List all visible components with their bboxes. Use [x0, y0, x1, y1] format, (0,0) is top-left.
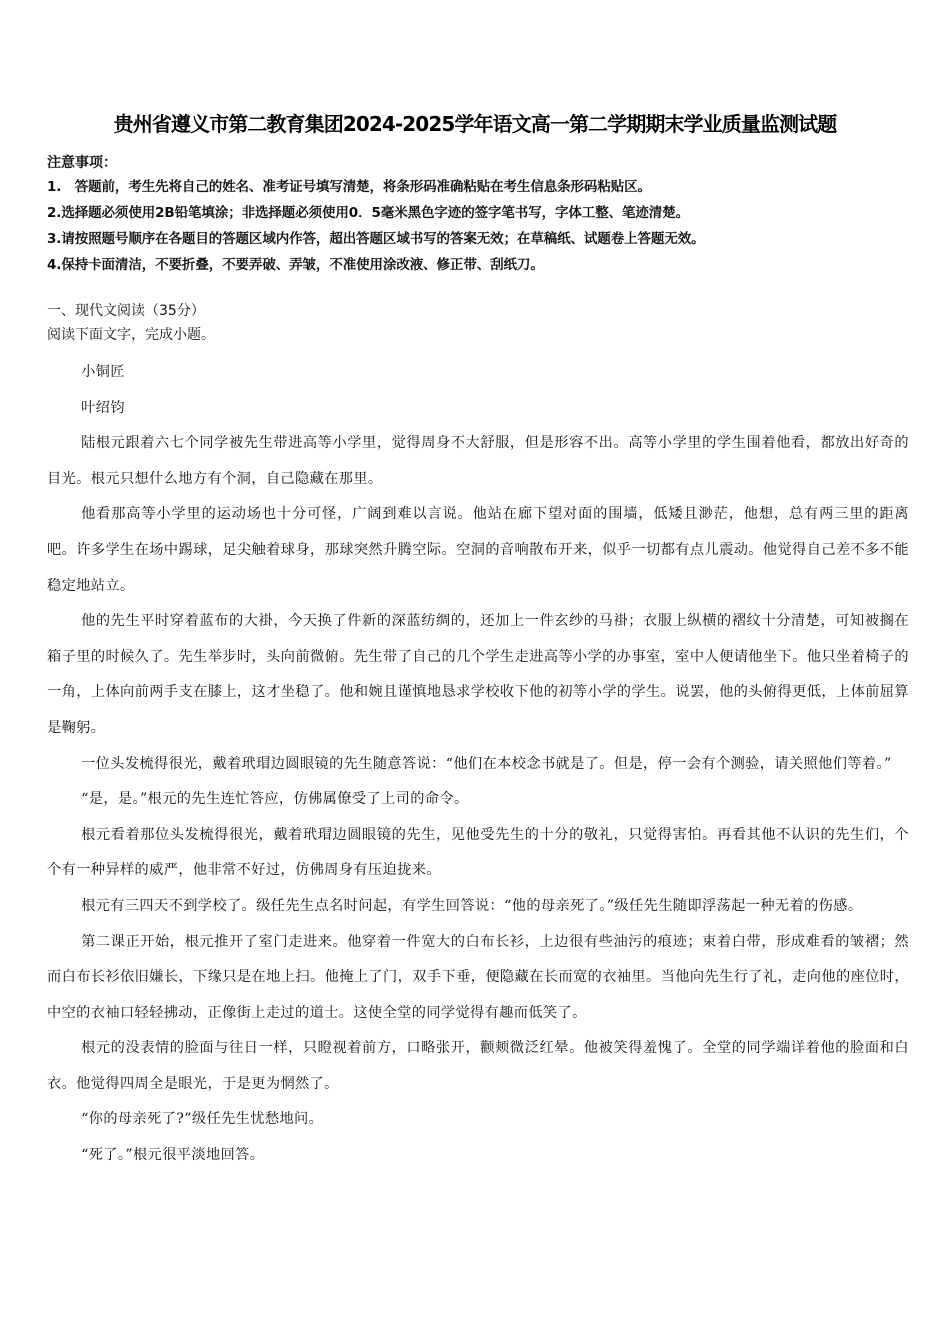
notice-item: 4.保持卡面清洁，不要折叠，不要弄破、弄皱，不准使用涂改液、修正带、刮纸刀。 — [47, 257, 544, 273]
notice-item: 2.选择题必须使用2B铅笔填涂；非选择题必须使用0．5毫米黑色字迹的签字笔书写，字体工整、笔迹清楚。 — [47, 205, 689, 221]
story-paragraph: 陆根元跟着六七个同学被先生带进高等小学里，觉得周身不大舒服，但是形容不出。高等小学里的学生围着他看，都放出好奇的目光。根元只想什么地方有个洞，自己隐藏在那里。 — [47, 435, 909, 487]
section-intro: 阅读下面文字，完成小题。 — [47, 327, 215, 343]
story-paragraph: “是，是。”根元的先生连忙答应，仿佛属僚受了上司的命令。 — [81, 791, 469, 808]
story-paragraph: 根元的没表情的脸面与往日一样，只瞪视着前方，口略张开，颧颊微泛红晕。他被笑得羞愧了。全堂的同学端详着他的脸面和白衣。他觉得四周全是眼光，于是更为惘然了。 — [47, 1040, 909, 1092]
reading-passage — [47, 355, 909, 1174]
section-header — [47, 298, 917, 348]
story-paragraph: “死了。”根元很平淡地回答。 — [81, 1147, 265, 1164]
story-paragraph: 第二课正开始，根元推开了室门走进来。他穿着一件宽大的白布长衫，上边很有些油污的痕迹；束着白带，形成难看的皱褶；然而白布长衫依旧嫌长，下缘只是在地上扫。他掩上了门，双手下垂，便隐藏在长而宽的衣袖里。当他向先生行了礼，走向他的座位时，中空的衣袖口轻轻拂动，正像街上走过的道士。这使全堂的同学觉得有趣而低笑了。 — [47, 933, 909, 1021]
story-author: 叶绍钧 — [81, 399, 125, 416]
exam-title: 贵州省遵义市第二教育集团2024-2025学年语文高一第二学期期末学业质量监测试题 — [113, 112, 837, 136]
section-title: 一、现代文阅读（35分） — [47, 303, 205, 319]
notice-item: 1. 答题前，考生先将自己的姓名、准考证号填写清楚，将条形码准确粘贴在考生信息条形码粘贴区。 — [47, 179, 651, 195]
story-paragraph: 根元有三四天不到学校了。级任先生点名时问起，有学生回答说：“他的母亲死了。”级任先生随即浮荡起一种无着的伤感。 — [81, 897, 863, 914]
notice-block — [47, 152, 917, 278]
story-paragraph: 他的先生平时穿着蓝布的大褂，今天换了件新的深蓝纺绸的，还加上一件玄纱的马褂；衣服上纵横的褶纹十分清楚，可知被搁在箱子里的时候久了。先生举步时，头向前微俯。先生带了自己的几个学生走进高等小学的办事室，室中人便请他坐下。他只坐着椅子的一角，上体向前两手支在膝上，这才坐稳了。他和婉且谨慎地恳求学校收下他的初等小学的学生。说罢，他的头俯得更低，上体前屈算是鞠躬。 — [47, 613, 909, 736]
story-paragraph: 根元看着那位头发梳得很光，戴着玳瑁边圆眼镜的先生，见他受先生的十分的敬礼，只觉得害怕。再看其他不认识的先生们，个个有一种异样的威严，他非常不好过，仿佛周身有压迫拢来。 — [47, 826, 909, 879]
notice-item: 3.请按照题号顺序在各题目的答题区域内作答，超出答题区域书写的答案无效；在草稿纸、试题卷上答题无效。 — [47, 231, 705, 247]
story-paragraph: 他看那高等小学里的运动场也十分可怪，广阔到难以言说。他站在廊下望对面的围墙，低矮且渺茫，他想，总有两三里的距离吧。许多学生在场中踢球，足尖触着球身，那球突然升腾空际。空洞的音响散布开来，似乎一切都有点儿震动。他觉得自己差不多不能稳定地站立。 — [47, 506, 909, 594]
story-paragraph: 一位头发梳得很光，戴着玳瑁边圆眼镜的先生随意答说：“他们在本校念书就是了。但是，停一会有个测验，请关照他们等着。” — [81, 755, 892, 772]
story-paragraph: “你的母亲死了?”级任先生忧愁地问。 — [81, 1111, 324, 1128]
story-title: 小铜匠 — [81, 364, 125, 380]
notice-heading: 注意事项： — [47, 155, 117, 171]
